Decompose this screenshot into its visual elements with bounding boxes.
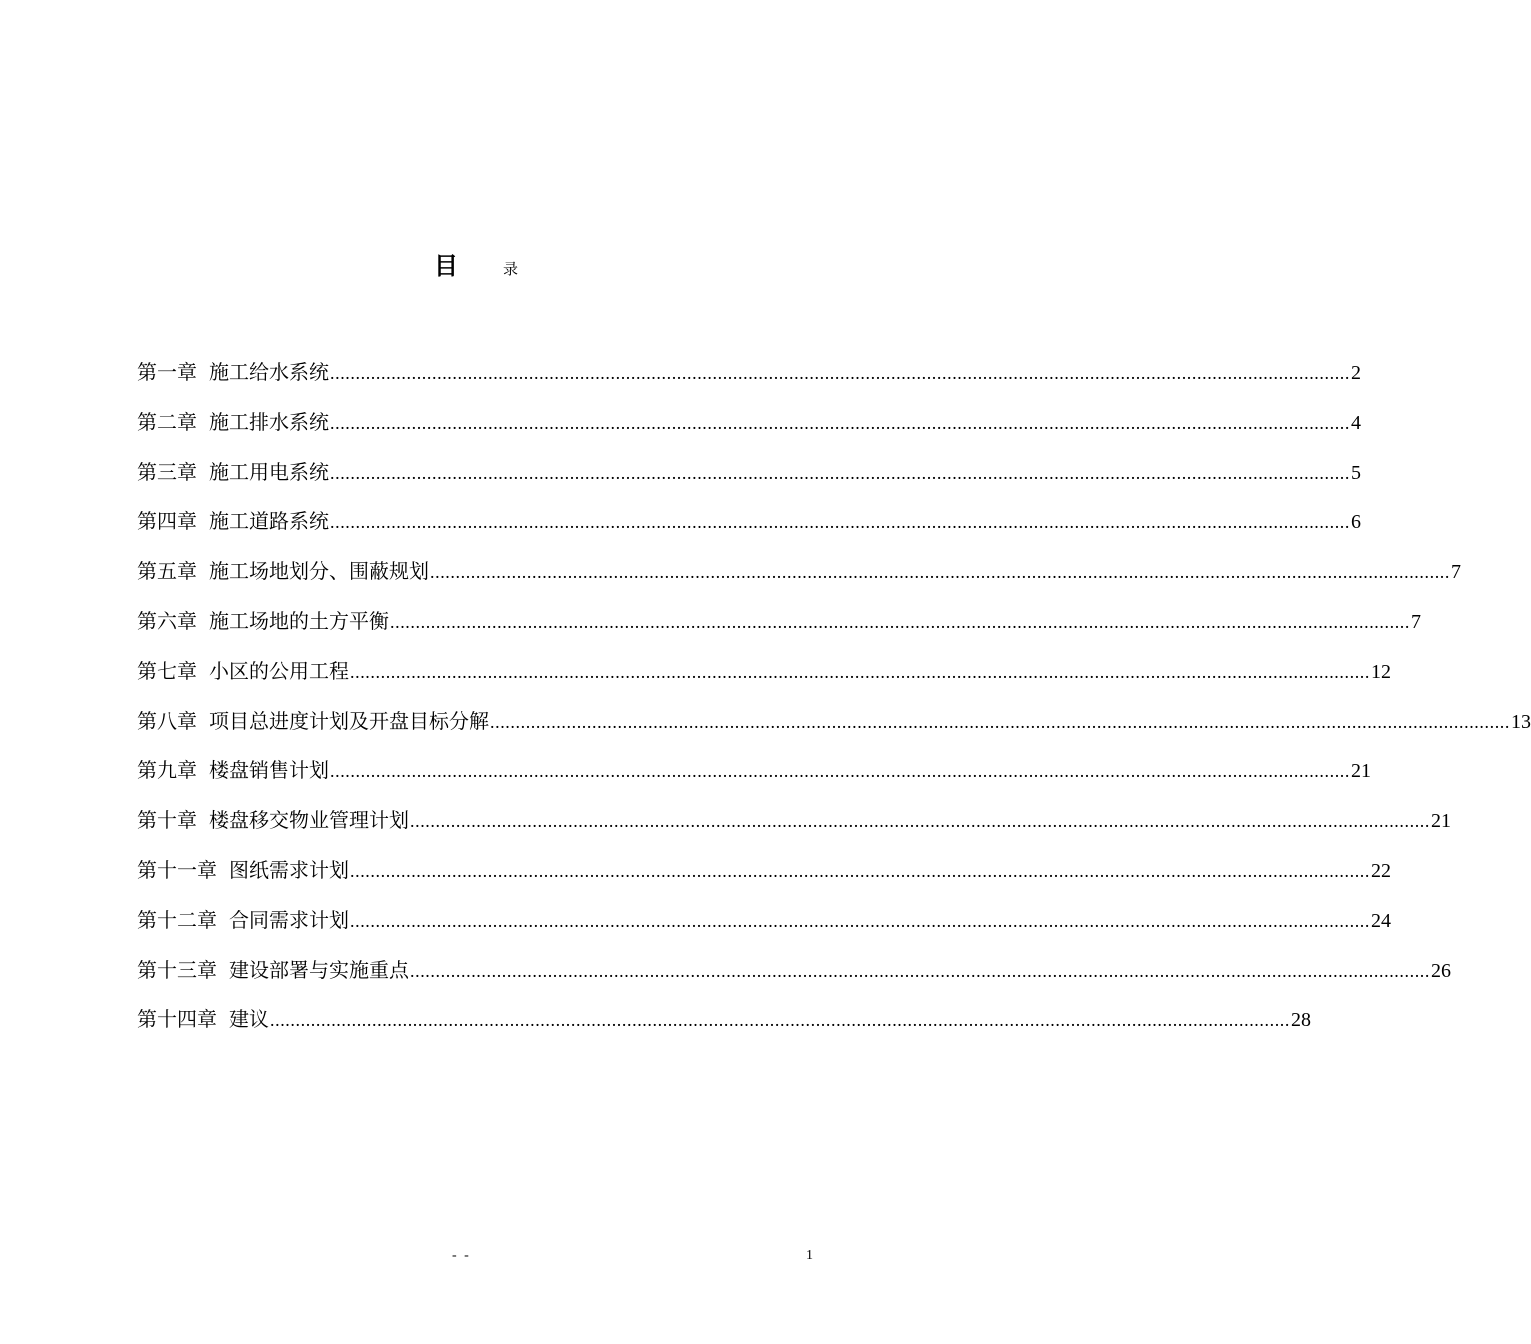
toc-chapter-number: 第十二章 [137,907,217,932]
toc-dot-leader: ........................................................................................................................................................................................................ [390,611,1410,632]
toc-dot-leader: ........................................................................................................................................................................................................ [330,412,1350,433]
toc-chapter-title: 小区的公用工程 [209,658,349,683]
toc-dot-leader: ........................................................................................................................................................................................................ [350,910,1370,931]
toc-chapter-number: 第六章 [137,608,197,633]
table-of-contents [137,356,1531,1053]
toc-dot-leader: ........................................................................................................................................................................................................ [410,811,1430,832]
toc-chapter-title: 施工排水系统 [209,409,329,434]
toc-chapter-title: 施工场地的土方平衡 [209,608,389,633]
toc-page-number: 13 [1511,710,1531,733]
toc-chapter-title: 施工给水系统 [209,360,329,384]
toc-page-number: 6 [1351,511,1361,534]
toc-entry[interactable] [137,854,1391,904]
toc-entry[interactable] [137,356,1361,406]
toc-entry[interactable] [137,954,1451,1004]
title-part-2: 录 [503,260,519,278]
toc-page-number: 21 [1351,760,1371,783]
toc-chapter-title: 施工用电系统 [209,459,329,484]
toc-chapter-number: 第十三章 [137,957,217,982]
toc-page-number: 28 [1291,1009,1311,1032]
toc-chapter-number: 第一章 [137,360,197,384]
toc-dot-leader: ........................................................................................................................................................................................................ [330,512,1350,533]
toc-entry[interactable] [137,754,1371,804]
toc-dot-leader: ........................................................................................................................................................................................................ [350,661,1370,682]
toc-entry[interactable] [137,904,1391,954]
toc-chapter-title: 施工道路系统 [209,509,329,534]
toc-dot-leader: ........................................................................................................................................................................................................ [330,363,1350,383]
toc-chapter-title: 图纸需求计划 [229,857,349,882]
title-part-1: 目 [434,252,458,280]
footer-page-number: 1 [806,1248,813,1263]
toc-page-number: 26 [1431,959,1451,982]
toc-page-number: 21 [1431,810,1451,833]
toc-dot-leader: ........................................................................................................................................................................................................ [490,711,1510,732]
toc-dot-leader: ........................................................................................................................................................................................................ [330,462,1350,483]
toc-page-number: 2 [1351,362,1361,384]
footer-marker: - - [452,1248,471,1263]
toc-dot-leader: ........................................................................................................................................................................................................ [330,761,1350,782]
toc-chapter-number: 第五章 [137,559,197,584]
toc-chapter-number: 第九章 [137,758,197,783]
toc-chapter-title: 项目总进度计划及开盘目标分解 [209,708,489,733]
toc-chapter-number: 第八章 [137,708,197,733]
toc-entry[interactable] [137,605,1421,655]
toc-page-number: 7 [1451,561,1461,584]
toc-chapter-number: 第十章 [137,808,197,833]
toc-entry[interactable] [137,555,1461,605]
toc-entry[interactable] [137,655,1391,705]
toc-chapter-title: 楼盘销售计划 [209,758,329,783]
toc-page-number: 12 [1371,660,1391,683]
toc-entry[interactable] [137,505,1361,555]
toc-chapter-number: 第七章 [137,658,197,683]
toc-page-number: 4 [1351,411,1361,434]
toc-page-number: 22 [1371,859,1391,882]
toc-chapter-title: 楼盘移交物业管理计划 [209,808,409,833]
toc-dot-leader: ........................................................................................................................................................................................................ [430,562,1450,583]
toc-page-number: 5 [1351,461,1361,484]
toc-page-number: 7 [1411,610,1421,633]
toc-chapter-title: 施工场地划分、围蔽规划 [209,559,429,584]
toc-entry[interactable] [137,705,1531,755]
toc-chapter-number: 第三章 [137,459,197,484]
toc-page-number: 24 [1371,909,1391,932]
toc-entry[interactable] [137,406,1361,456]
toc-chapter-number: 第四章 [137,509,197,534]
toc-entry[interactable] [137,1003,1311,1053]
page-title [0,246,950,282]
toc-dot-leader: ........................................................................................................................................................................................................ [410,960,1430,981]
toc-chapter-title: 建设部署与实施重点 [229,957,409,982]
toc-dot-leader: ........................................................................................................................................................................................................ [270,1010,1290,1031]
toc-dot-leader: ........................................................................................................................................................................................................ [350,860,1370,881]
toc-entry[interactable] [137,804,1451,854]
toc-chapter-number: 第二章 [137,409,197,434]
toc-chapter-title: 合同需求计划 [229,907,349,932]
toc-chapter-title: 建议 [229,1007,269,1032]
toc-chapter-number: 第十四章 [137,1007,217,1032]
toc-chapter-number: 第十一章 [137,857,217,882]
toc-entry[interactable] [137,456,1361,506]
